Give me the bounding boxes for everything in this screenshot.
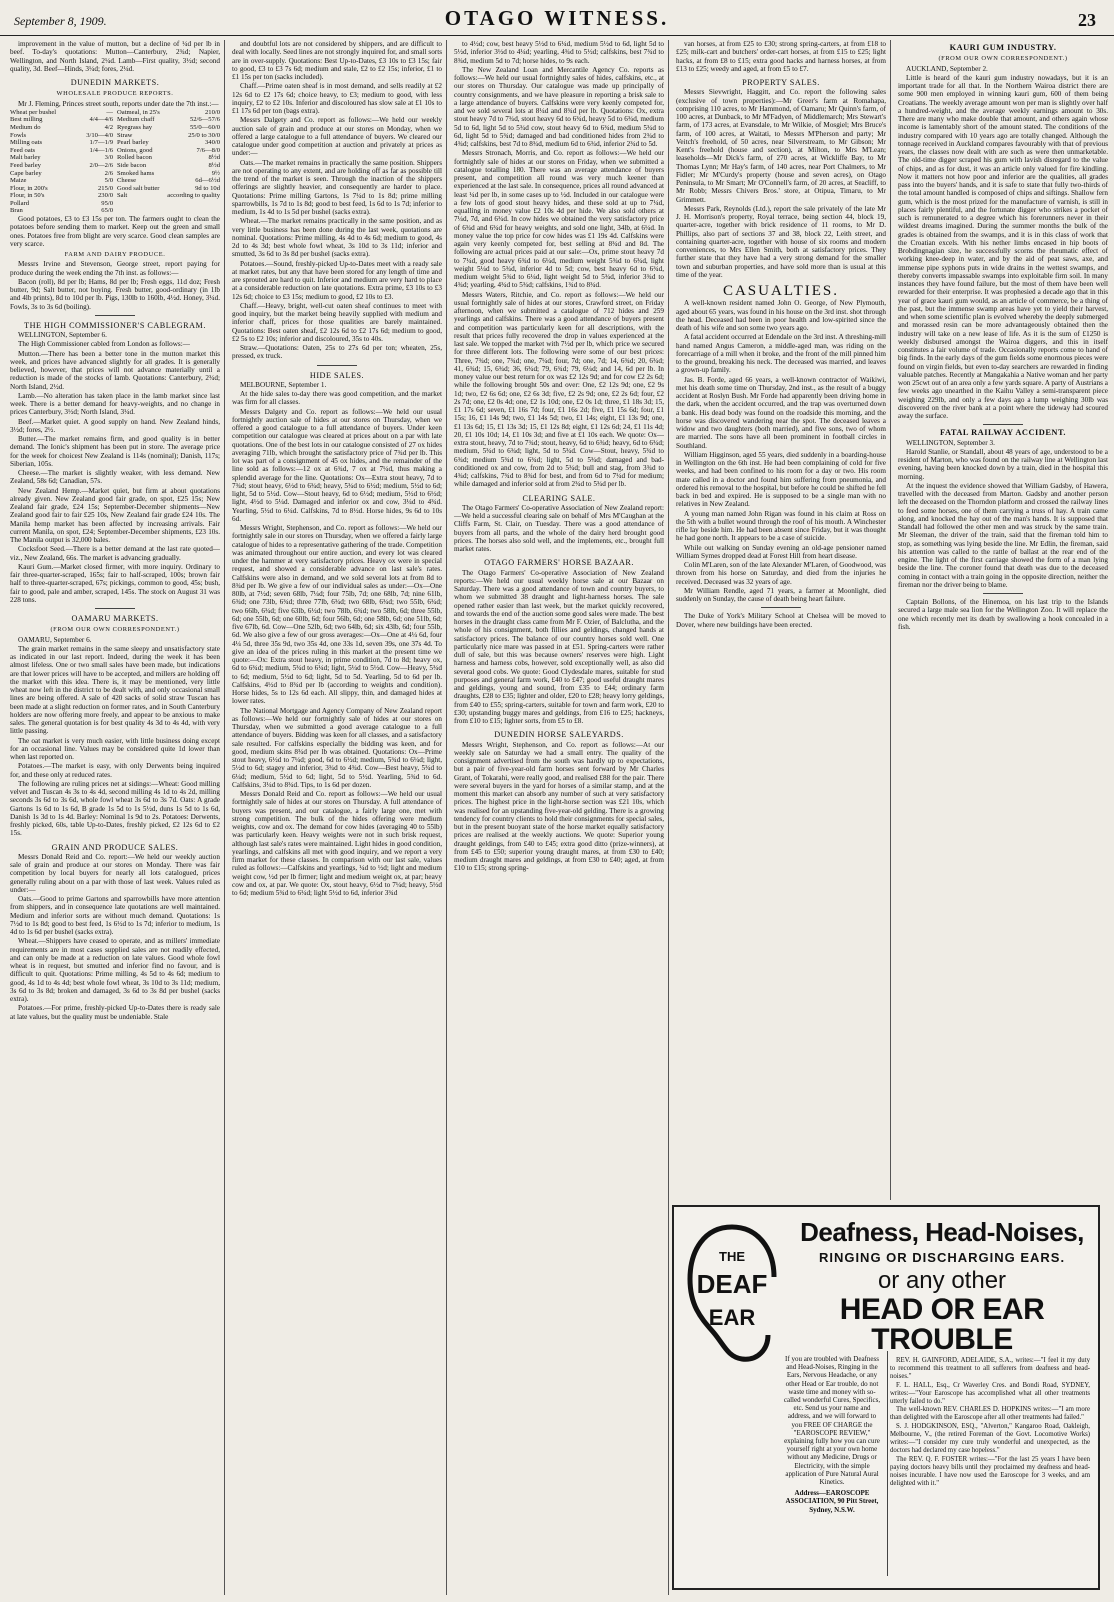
dunedin-markets-intro: Mr J. Fleming, Princes street south, reports under date the 7th inst.:— (18, 99, 219, 108)
price-value: 210/0 (204, 108, 220, 116)
price-row (117, 192, 220, 200)
price-item: Salt (117, 192, 128, 200)
high-commissioner-heading: THE HIGH COMMISSIONER'S CABLEGRAM. (24, 320, 206, 330)
ear-logo-icon (684, 1221, 780, 1365)
section-divider (983, 424, 1023, 425)
kauri-gum-subheading: (FROM OUR OWN CORRESPONDENT.) (938, 55, 1068, 63)
hide-reports-body (454, 40, 664, 489)
article-paragraph: New Zealand Hemp.—Market quiet, but firm at about quotations already given. New Zealand good fair grade, on spot, £25 15s; New Zealand fair grade, £24 15s; September-December shipments—New Zealand good fair to fair £25 10s, New Zealand fair grade £24 10s. The Manila hemp market has been affected by increasing arrivals. Fair current Manila, on spot, £24; September-December shipments, £23 10s. The Manila output is 32,000 bales. (10, 486, 220, 545)
deafness-advertisement (672, 1205, 1100, 1590)
casualties-heading: CASUALTIES. (722, 283, 840, 299)
price-item: Oatmeal, in 25's (117, 108, 160, 116)
price-value: — (106, 108, 113, 116)
article-paragraph: Kauri Gum.—Market closed firmer, with more inquiry. Ordinary to fair three-quarter-scraped, 165s; fair to half-scraped, 100s; brown fair half to three-quarter-scraped, 67s; pickings, common to good, 45s; bush, fair to good, pale and amber, scraped, 145s. The stock on August 31 was 228 tons. (10, 562, 220, 604)
article-paragraph: At the inquest the evidence showed that William Gadsby, of Hawera, travelled with the deceased from Marton. Gadsby and another person left the deceased on the Thorndon platform and crossed the railway lines to feed some horses, one of them carrying a truss of hay. A train came along, and knocked the hay out of the man's hands. It is supposed that Standall had followed the other men and was struck by the same train. Mr Sleeman, the driver of the train, said that the fireman told him to stop, as something was lying beside the line. Mr Edlin, the fireman, said his attention was called to the rattle of ballast at the rear end of the engine. The light of the first carriage showed the form of a man lying beside the line. The coroner found that death was due to the deceased coming in contact with a train going in the opposite direction, neither the fireman nor the driver being to blame. (898, 481, 1108, 589)
price-row (10, 132, 113, 140)
high-commissioner-body (10, 340, 220, 604)
masthead-title: OTAGO WITNESS. (444, 6, 670, 30)
price-row (10, 116, 113, 124)
property-sales-heading: PROPERTY SALES. (742, 78, 820, 87)
column-5 (898, 40, 1108, 1200)
price-row (10, 177, 113, 185)
price-item: Medium do (10, 123, 41, 131)
potatoes-note: Good potatoes, £3 to £3 15s per ton. The farmers ought to clean the potatoes before sending them to market. Keep out the green and small ones. Potatoes free from blight are very scarce. Good clean samples are very scarce. (10, 215, 220, 248)
testimonial: The REV. Q. F. FOSTER writes:—"For the last 25 years I have been paying doctors heavy bills until they proclaimed my deafness and head-noises incurable. I have now used the Earoscope for 3 weeks, and am delighted with it." (890, 1455, 1090, 1487)
price-row (10, 109, 113, 117)
price-row (117, 185, 220, 193)
price-value: 6d—6½d (195, 177, 220, 185)
testimonial: S. J. HODGKINSON, ESQ., "Alverton," Kangaroo Road, Oakleigh, Melbourne, V., (the retired Foreman of the Govt. Locomotive Works) writes:—"I consider my cure truly wonderful and unexpected, as the doctors had declared my case hopeless." (890, 1423, 1090, 1454)
price-value: 8½d (208, 154, 220, 162)
article-paragraph: The oat market is very much easier, with little business doing except for an occasional line. Values may be considered quite 1d lower than when last reported on. (10, 736, 220, 762)
testimonial: F. L. HALL, Esq., Cr Waverley Cres. and Bondi Road, SYDNEY, writes:—"Your Earoscope has accomplished what all other treatments utterly failed to do." (890, 1381, 1090, 1405)
article-paragraph: A young man named John Rigan was found in his claim at Ross on the 5th with a bullet wound through the roof of his mouth. A Winchester rifle lay beside him. He had been absent since Friday, but it was thought he had gone north. It appears to be a case of suicide. (676, 509, 886, 543)
price-table-right (117, 109, 220, 215)
dunedin-markets-heading: DUNEDIN MARKETS. (70, 78, 160, 87)
article-paragraph: van horses, at from £25 to £30; strong spring-carters, at from £18 to £25; milk-cart and butchers' order-cart horses, at from £15 to £25; light hacks, at from £8 to £15; extra good hacks and harness horses, at from £13 to £25; weedy and aged, at from £5 to £7. (676, 40, 886, 73)
article-paragraph: Wheat.—The market remains practically in the same position, and as very little business has been done during the last week, quotations are nominal. Quotations: Prime milling, 4s 4d to 4s 6d; medium to good, 4s 2d to 4s 3d; best whole fowl wheat, 3s 10d to 3s 11d; inferior and smutted, 3s 6d to 3s 8d per bushel (sacks extra). (232, 217, 442, 259)
price-row (117, 109, 220, 117)
masthead-date: September 8, 1909. (14, 14, 107, 28)
price-row (117, 154, 220, 162)
oamaru-markets-heading: OAMARU MARKETS. (71, 614, 159, 624)
advert-line-1: Deafness, Head-Noises, (800, 1217, 1084, 1247)
price-item: Bran (10, 207, 23, 215)
logo-word: EAR (708, 1305, 756, 1330)
price-value: 65/0 (101, 207, 113, 215)
price-row (117, 162, 220, 170)
article-paragraph: Chaff.—Heavy, bright, well-cut oaten sheaf continues to meet with good inquiry, but the market being heavily supplied with medium and inferior chaff, prices for those qualities are barely maintained. Quotations: Best oaten sheaf, £2 12s 6d to £2 17s 6d; medium to good, £2 5s to £2 10s; inferior and discoloured, 35s to 40s. (232, 301, 442, 343)
article-paragraph: Messrs Sievwright, Haggitt, and Co. report the following sales (exclusive of town properties):—Mr Greer's farm at Romahapa, comprising 110 acres, to Mr Hammond, of Oamaru; Mr Quinn's farm, of 100 acres, at Dunback, to Mr M'Fadyen, of Middlemarch; Mrs Stewart's farm, of 173 acres, at Evansdale, to Mr Wilkie, of Mosgiel; Mrs Bruce's farm, of 100 acres, at Waitati, to Messrs M'Pherson and party; Mr Veitch's freehold, of 50 acres, near Silverstream, to Mr Gibson; Mr Kent's freehold (house and section), at Milton, to Mrs M'Lean; leaseholds—Mr Dick's farm, of 270 acres, at Wickliffe Bay, to Mr Thomas Lynn; Mr Hay's farm, of 140 acres, near Port Chalmers, to Mr Fidler; Mr M'Curdy's property (house and seven acres), on Otago Peninsula, to Mr Smart; Mr O'Connell's farm, of 20 acres, at Seacliff, to Mr Robb; Messrs Chivers Bros.' store, at Otipua, Timaru, to Mr Grimmett. (676, 88, 886, 204)
kauri-gum-body (898, 74, 1108, 421)
price-item: Pollard (10, 199, 30, 207)
price-item: Smoked hams (117, 169, 155, 177)
column-rule (446, 40, 447, 1595)
article-paragraph: Straw.—Quotations: Oaten, 25s to 27s 6d per ton; wheaten, 25s, pressed, ex truck. (232, 344, 442, 361)
logo-word: DEAF (696, 1269, 768, 1299)
price-value: 9½ (211, 169, 220, 177)
advert-line-4: HEAD OR EAR TROUBLE (839, 1293, 1045, 1356)
price-table (10, 109, 220, 215)
price-row (117, 177, 220, 185)
article-paragraph: Oats.—The market remains in practically the same position. Shippers are not operating to any extent, and are holding off as far as possible till the trend of the market is seen. Through the inaction of the shippers offerings are slightly heavier, and consequently are harder to place. Quotations: Prime milling Gartons, 1s 7¼d to 1s 8d; prime milling sparrowbills, 1s 7d to 1s 8d; good to best feed, 1s 6d to 1s 7d; inferior to medium, 1s 4d to 1s 5d per bushel (sacks extra). (232, 158, 442, 216)
article-paragraph: Messrs Dalgety and Co. report as follows:—We held our usual fortnightly auction sale of hides at our stores on Thursday, when we offered a good catalogue to a full attendance of buyers. Under keen competition our catalogue was cleared at prices about on a par with late quotations. One of the best lots in our catalogue consisted of 27 ox hides averaging 71lb, which brought the satisfactory price of 7¾d per lb. This lot was part of a consignment of 45 ox hides, and the remainder of the line sold as follows:—12 ox at 6¾d, 7 ox at 7¼d, thus making a splendid average for the line. Quotations: Ox—Extra stout heavy, 7d to 7¾d; stout heavy, 6½d to 6¾d; heavy, 5¾d to 6½d; medium, 5½d to 6d; light, 5d to 5½d. Cow—Stout heavy, 6d to 6½d; medium, 5½d to 6½d; light, 4½d to 5¼d. Damaged and inferior ox and cow, 3¼d to 4¾d. Yearling, 5½d to 6¼d. Calfskins, 7d to 8½d. Horse hides, 9s 6d to 10s 6d. (232, 407, 442, 523)
article-paragraph: The New Zealand Loan and Mercantile Agency Co. reports as follows:—We held our usual fortnightly sales of hides, calfskins, etc., at our stores on Thursday. Our catalogue was made up principally of country consignments, and we have pleasure in reporting a brisk sale to a large attendance of buyers. Calfskins were very keenly competed for, and we sold several lots at 8¼d and 8¾d per lb. Quotations: Ox, extra stout heavy 7d to 7¾d, stout heavy 6d to 6¾d, heavy 5d to 6¾d, medium 5d to 6d, light 5d to 5¾d cow, stout heavy 6d to 6¾d, medium 5¾d to 6d, light 5d to 5¾d; damaged and bad conditioned hides from 2¾d to 4¾d; calfskins, best 7d to 8¾d, medium 6d to 6¾d, inferior 2¾d to 5d. (454, 65, 664, 148)
price-item: Flour, in 50's (10, 192, 45, 200)
advert-address: Address—EAROSCOPE ASSOCIATION, 90 Pitt Street, Sydney, N.S.W. (785, 1489, 879, 1514)
price-item: Maize (10, 177, 27, 185)
article-paragraph: Potatoes.—For prime, freshly-picked Up-to-Dates there is ready sale at late values, but the quality must be undeniable. Stale (10, 1004, 220, 1021)
advert-line-3: or any other (877, 1267, 1007, 1294)
price-row (117, 139, 220, 147)
grain-produce-body (10, 853, 220, 1021)
advert-offer (782, 1355, 882, 1514)
price-item: Side bacon (117, 161, 147, 169)
military-school-note: The Duke of York's Military School at Chelsea will be moved to Dover, where new buildings have been erected. (676, 612, 886, 629)
price-value: 55/0—60/0 (189, 123, 220, 131)
horse-saleyards-body: Messrs Wright, Stephenson, and Co. report as follows:—At our weekly sale on Saturday we had a small entry. The quality of the consignment advertised from the south was hardly up to expectations, but a pair of five-year-old farm horses sent forward by Mr Charles Grant, of Tokarahi, were really good, and realised £88 for the pair. There were several buyers in the yard for horses of a similar stamp, and at the moment this market can absorb any number of such at very satisfactory prices. The highest price in the light-horse section was £21 10s, which was realised for an upstanding five-year-old gelding. There is a growing tendency for country clients to hold their consignments for special sales, but in the present buoyant state of the horse market equally satisfactory prices are realised at the weekly auctions. We quote: Superior young draught geldings, from £40 to £45; extra good ditto (prize-winners), at from £45 to £50; superior young draught mares, at from £30 to £40; medium draught mares and geldings, at from £30 to £40; aged, at from £10 to £15; strong spring- (454, 740, 664, 873)
article-paragraph: Mr William Rendle, aged 71 years, a farmer at Moonlight, died suddenly on Sunday, the cause of death being heart failure. (676, 586, 886, 603)
price-row (10, 162, 113, 170)
article-paragraph: Messrs Wright, Stephenson, and Co. report as follows:—We held our fortnightly sale in our stores on Thursday, when we offered a fairly large catalogue of hides to a representative gathering of the trade. Competition was animated throughout our entire auction, and every lot was cleared under the hammer at very satisfactory prices. Heavy ox were in special request, and showed a considerable advance on last sale's rates. Calfskins were also in demand, and we sold several lots at from 8d to 8¾d per lb. We give a few of our individual sales as under:—Ox—One 80lb, at 7½d; seven 68lb, 7¼d; four 75lb, 7d; one 68lb, 7d; nine 61lb, 6¾d; one 73lb, 6¾d; three 77lb, 6¾d; two 68lb, 6¾d; two 55lb, 6¾d; two 66lb, 6¾d; five 63lb, 6½d; two 78lb, 6¾d; two 58lb, 6d; three 55lb, 6d; one 55lb, 6d; one 60lb, 6d; four 56lb, 6d; one 58lb, 6d; one 51lb, 6d; five 67lb, 6d. Cow—One 52lb, 6d; two 64lb, 6d; six 43lb, 6d; four 55lb, 6d. We also give a few of our gross averages:—Ox—One at 4¼ 6d, four 4¼ 5d, three 35s 9d, two 35s 4d, one 33s 1d, seven 39s, one 37s 4d. To give an idea of the prices ruling in this market at the present time we quote:—Ox: Extra stout heavy, in prime condition, 7d to 8d; heavy ox, 6d to 6¾d; medium, 5¾d to 6¼d; light, 5¼d to 5½d. Cow—Heavy, 5¾d to 6d; medium, 5½d to 6d; light, 5d to 5d. Yearling, 5d to 6d per lb. Calfskins, 4½d to 8¾d per lb (according to weights and condition). Horse hides, 5s to 12s 6d each. All slippy, thin, and damaged hides at lower rates. (232, 524, 442, 706)
price-item: Ryegrass hay (117, 123, 153, 131)
price-item: Cape barley (10, 169, 42, 177)
advert-line-2: RINGING OR DISCHARGING EARS. (818, 1250, 1066, 1265)
kauri-gum-dateline: AUCKLAND, September 2. (906, 64, 988, 73)
article-paragraph: The following are ruling prices net at sidings:—Wheat: Good milling velvet and Tuscan 4s 3s to 4s 4d, second milling 4s 1d to 4s 2d, milling seconds 3s 6d to 3s 6d, whole fowl wheat 3s 6d to 3s 7d. Oats: A grade Gartons 1s 6d to 1s 6d, B grade 1s 5d to 1s 5½d, duns 1s 5d to 1s 6d, Danish 1s 3d to 1s 4d. Barley: Nominal 1s 9d to 2s. Potatoes: Derwents, freshly picked, 60s, table Up-to-Dates, freshly picked, £2 12s 6d to £2 15s. (10, 779, 220, 838)
price-value: 8½d (208, 161, 220, 169)
dunedin-markets-subheading: WHOLESALE PRODUCE REPORTS. (56, 90, 174, 98)
column-4 (676, 40, 886, 1200)
price-value: 95/0 (101, 199, 113, 207)
article-paragraph: Oats.—Good to prime Gartons and sparrowbills have more attention from shippers, and in consequence late quotations are well maintained. Medium and inferior sorts are without much demand. Quotations: 1s 7½d to 1s 8d; good to best feed, 1s 6½d to 1s 7d; inferior to medium, 1s 4d to 1s 6d per bushel (sacks extra). (10, 895, 220, 937)
article-paragraph: Colin M'Laren, son of the late Alexander M'Laren, of Goodwood, was thrown from his horse on Saturday, and died from the injuries he received. Deceased was 32 years of age. (676, 561, 886, 586)
advert-headline (792, 1217, 1092, 1355)
column-2 (232, 40, 442, 1595)
article-paragraph: Cocksfoot Seed.—There is a better demand at the last rate quoted—viz., New Zealand, 66s. The market is advancing gradually. (10, 545, 220, 562)
column-3 (454, 40, 664, 1595)
price-value: 4/4—4/6 (89, 116, 113, 124)
farm-dairy-intro: Messrs Irvine and Stevenson, George street, report paying for produce during the week ending the 7th inst. as follows:— (10, 260, 220, 277)
horse-bazaar-body: The Otago Farmers' Co-operative Association of New Zealand reports:—We held our usual weekly horse sale at our Bazaar on Saturday. There was a good attendance of town and country buyers, to whom we submitted 38 draught and light-harness horses. The sale opened rather easier than last week, but the market quickly recovered, and towards the end of the auction some good sales were made. The best horses in the draught class came from Mr F. Ozier, of Balclutha, and the whole of his consignment, both fillies and geldings, changed hands at satisfactory prices. The balance of our country horses sold well. One particularly nice mare was passed in at £51. Spring-carters were rather dull of sale, but this was because owners' reserves were high. Light harness and harness cobs, however, sold exceptionally well, as also did several good cobs. We quote: Good Clydesdale mares, suitable for stud purposes and general farm work, £40 to £47; good useful draught mares and geldings, young and sound, from £35 to £44; ordinary farm draughts, £28 to £35; lighter and older, £20 to £28; heavy lorry geldings, from £40 to £55; spring-carters, suitable for town and farm work, £20 to £30; upstanding buggy mares and geldings, from £16 to £25; hackneys, from £10 to £15; lighter sorts, from £5 to £8. (454, 568, 664, 725)
price-item: Feed barley (10, 161, 41, 169)
hide-sales-heading: HIDE SALES. (309, 370, 365, 380)
mutton-intro: improvement in the value of mutton, but a decline of ¼d per lb in beef. To-day's quotations: Mutton—Canterbury, 2¾d; Napier, Wellington, and North Island, 2¼d. Lamb—First quality, 3½d; second quality, 3d. Beef—Hinds, 3¼d; fores, 2¼d. (10, 40, 220, 73)
price-row (10, 207, 113, 215)
testimonial: REV. H. GAINFORD, ADELAIDE, S.A., writes:—"I feel it my duty to recommend this treatment to all sufferers from deafness and head-noises." (890, 1357, 1090, 1380)
article-paragraph: The National Mortgage and Agency Company of New Zealand report as follows:—We held our fortnightly sale of hides at our stores on Thursday, when we submitted a good average catalogue to a full attendance of buyers. Bidding was keen for all classes, and a satisfactory sale resulted. For calfskins especially the bidding was keen, and for good, medium skins 8¾d per lb was obtained. Quotations: Ox—Prime stout heavy, 6½d to 7¼d; good, 6d to 6½d; medium, 5¾d to 6¼d; light, 5½d to 6d; stagey and inferior, 3¾d to 4¾d. Cow—Best heavy, 5¾d to 6¼d; medium, 5½d to 6d; light, 5d to 5½d. Yearling, 5¾d to 6d. Calfskins, 3¼d to 8¾d. Tips, to 1s 6d per dozen. (232, 706, 442, 789)
price-value: 1/4—1/6 (89, 146, 113, 154)
price-value: 7/6—8/0 (196, 146, 220, 154)
price-value: 5/0 (104, 177, 113, 185)
article-paragraph: Messrs Donald Reid and Co. report:—We held our weekly auction sale of grain and produce at our stores on Monday. There was fair competition by local buyers for nearly all lots catalogued, prices generally ruling about on a par with those of last week. Values ruled as under:— (10, 852, 220, 894)
price-value: 4/2 (104, 123, 113, 131)
article-paragraph: Messrs Park, Reynolds (Ltd.), report the sale privately of the late Mr J. H. Morrison's property, Royal terrace, being section 44, block 19, quarter-acre, together with brick residence of 11 rooms, to Mr D. Phillips, also part of sections 37 and 38, block 22, Leith street, and containing quarter-acre, together with house of six rooms and modern conveniences, to Mrs Ellen Smith, both at satisfactory prices. They further state that they have had a very strong demand for the smaller town and suburban properties, and have sold more than is usual at this time of the year. (676, 204, 886, 279)
price-item: Milling oats (10, 139, 43, 147)
logo-word: THE (719, 1249, 745, 1264)
column-rule (668, 40, 669, 1595)
kauri-gum-heading: KAURI GUM INDUSTRY. (949, 43, 1057, 52)
article-paragraph: Messrs Dalgety and Co. report as follows:—We held our weekly auction sale of grain and produce at our stores on Monday, when we offered a large catalogue to a full attendance of buyers. We cleared our catalogue under good competition at auction and privately at prices as under:— (232, 116, 442, 158)
article-paragraph: Potatoes.—Sound, freshly-picked Up-to-Dates meet with a ready sale at market rates, but any that have been stored for any length of time and are sprouted are hard to quit. Inferior and medium are very hard to place at a considerable reduction on late quotations. Extra prime, £3 10s to £3 12s 6d; choice to £3 15s; medium to good, £2 10s to £3. (232, 259, 442, 301)
price-row (117, 116, 220, 124)
article-paragraph: A well-known resident named John O. George, of New Plymouth, aged about 65 years, was found in his house on the 3rd inst. shot through the head. Deceased had been in poor health and low-spirited since the death of his wife and son some two years ago. (676, 299, 886, 332)
price-value: 340/0 (204, 139, 220, 147)
sea-lion-note: Captain Bollons, of the Hinemoa, on his last trip to the Islands secured a large male sea lion for the Wellington Zoo. It will replace the one which recently met its death by swallowing a hook concealed in a fish. (898, 598, 1108, 631)
section-divider (317, 365, 357, 366)
price-item: Flour, in 200's (10, 184, 48, 192)
article-paragraph: While out walking on Sunday evening an old-age pensioner named William Symes dropped dead at Forest Hill from heart disease. (676, 543, 886, 560)
farm-dairy-heading: FARM AND DAIRY PRODUCE. (64, 251, 166, 259)
article-paragraph: Mutton.—There has been a better tone in the mutton market this week, and prices have advanced slightly for all grades. It is generally believed, however, that prices will not advance materially until a reduction is made of the stocks of lamb. Quotations: Canterbury, 2¾d; North Island, 2½d. (10, 349, 220, 391)
section-divider (983, 593, 1023, 594)
hide-sales-dateline: MELBOURNE, September 1. (240, 380, 327, 389)
price-value: 9d to 10d (195, 184, 220, 192)
article-paragraph: Messrs Stronach, Morris, and Co. report as follows:—We held our fortnightly sale of hides at our stores on Friday, when we submitted a catalogue totalling 180. There was an average attendance of buyers present, and competition all round was very much keener than experienced at the last sale. In consequence, prices all round advanced at least ¼d per lb, in some cases up to ½d. Included in our catalogue were a few lots of good stout heavy hides, and these sold at up to 7¼d, equalling in money value £2 10s 4d per hide. We also sold others at 7¼d, 7d, and 6¾d. In cow hides we obtained the very satisfactory price of 6¾d and 6¾d for heavy weights, and sold one light, 34lb, at 6¼d. In money value the top price for cow hides was £1 19s 4d. Calfskins were again very keenly competed for, best selling at 8¾d and 8d. The following are actual prices paid at our sale:—Ox, prime stout heavy 7d to 7¼d, good heavy 6¾d to 6¼d, medium weight 5¾d to 6¾d, light weight 5¼d to 5¾d, inferior 4d to 5d; cow, best heavy 6d to 6¾d, medium weight 5¾d to 6¼d, light weight 5d to 5¾d, inferior 3¾d to 4¾d; yearling, 4¾d to 5¾d; calfskins, 1¾d to 8¾d. (454, 149, 664, 290)
price-item: Straw (117, 131, 133, 139)
article-paragraph: Beef.—Market quiet. A good supply on hand. New Zealand hinds, 3½d; fores, 2½. (10, 417, 220, 434)
testimonial: The well-known REV. CHARLES D. HOPKINS writes:—"I am more than delighted with the Earoscope after all other treatments had failed." (890, 1406, 1090, 1422)
article-paragraph: At the hide sales to-day there was good competition, and the market was firm for all classes. (232, 390, 442, 407)
article-paragraph: Harold Stanlie, or Standall, about 48 years of age, understood to be a resident of Marton, who was found on the railway line at Wellington last evening, having been knocked down by a train, died in the hospital this morning. (898, 447, 1108, 481)
price-item: Wheat per bushel (10, 108, 57, 116)
price-value: 25/0 to 30/0 (188, 131, 220, 139)
article-paragraph: to 4½d; cow, best heavy 5½d to 6¼d, medium 5½d to 6d, light 5d to 5½d, inferior 3½d to 4¼d; yearling, 4¾d to 5½d; calfskins, best 7¾d to 8¾d, medium 5d to 7d; horse hides, to 9s each. (454, 40, 664, 65)
railway-accident-heading: FATAL RAILWAY ACCIDENT. (939, 428, 1067, 438)
article-paragraph: and doubtful lots are not considered by shippers, and are difficult to deal with locally. Seed lines are not strongly inquired for, and small sorts are in over-supply. Quotations: Best Up-to-Dates, £3 10s to £3 15s; fair to good, £3 to £3 7s 6d; medium and stale, £2 to £2 15s; inferior, £1 to £1 15s per ton (sacks included). (232, 40, 442, 81)
price-value: 1/7—1/9 (89, 139, 113, 147)
oamaru-markets-body (10, 645, 220, 838)
price-value: 230/0 (97, 192, 113, 200)
page-number: 23 (1078, 10, 1096, 30)
horse-prices-continued (676, 40, 886, 73)
price-row (117, 124, 220, 132)
article-paragraph: Wheat.—Shippers have ceased to operate, and as millers' immediate requirements are in most cases supplied sales are not readily effected, and can only be made at a reduction on late values. Good whole fowl wheat is in request, but smutted and inferior find no favour, and is difficult to quit. Quotations: Prime milling, 4s 5d to 4s 6d; medium to good, 4s 1d to 4s 4d; best whole fowl wheat, 3s 10d to 3s 11d; medium, 3s 6d to 3s 8d; broken and damaged, 3s 6d to 3s 8d per bushel (sacks extra). (10, 937, 220, 1004)
price-row (10, 154, 113, 162)
price-row (10, 170, 113, 178)
article-paragraph: Butter.—The market remains firm, and good quality is in better demand. The Ionic's shipment has been put in store. The average price for the week for choicest New Zealand is 114s (nominal); Danish, 117s; Siberian, 105s. (10, 435, 220, 468)
advert-testimonials (890, 1357, 1090, 1489)
price-value: 3/10—4/0 (86, 131, 113, 139)
price-row (117, 170, 220, 178)
price-row (10, 139, 113, 147)
oamaru-dateline: OAMARU, September 6. (18, 635, 92, 644)
price-item: Fowls (10, 131, 27, 139)
price-item: Medium chaff (117, 116, 155, 124)
article-paragraph: The grain market remains in the same sleepy and unsatisfactory state as indicated in our last report. Indeed, during the week it has been almost lifeless. One or two small sales have been made, but indications are that lower prices will have to be accepted, and millers are holding off the market with this idea. There is, it may be mentioned, very little wheat now left in the district to be dealt with, and only occasional small lines are being offered. A sale of 420 sacks of solid straw Tuscan has been made at a slight reduction on former rates, and in South Canterbury holders are now offering more freely, and appear to be anxious to make sales. The general quotation is for best quality 4s 3d to 4s 4d, with very little passing. (10, 644, 220, 736)
article-paragraph: A fatal accident occurred at Edendale on the 3rd inst. A threshing-mill hand named Angus Cameron, a middle-aged man, was riding on the forecarriage of a mill when it broke, and the front of the mill pinned him to the ground, breaking his neck. The deceased was married, and leaves a grown-up family. (676, 333, 886, 375)
price-row (10, 192, 113, 200)
price-value: 52/6—57/6 (189, 116, 220, 124)
horse-bazaar-heading: OTAGO FARMERS' HORSE BAZAAR. (484, 558, 634, 568)
price-row (10, 147, 113, 155)
article-paragraph: Chaff.—Prime oaten sheaf is in most demand, and sells readily at £2 12s 6d to £2 17s 6d; choice heavy, to £3; medium to good, with less inquiry, £2 to £2 10s. Inferior and discoloured has slow sale at £1 10s to £1 17s 6d per ton (bags extra). (232, 82, 442, 115)
section-divider (761, 607, 801, 608)
price-item: Feed oats (10, 146, 36, 154)
column-1 (10, 40, 220, 1595)
article-paragraph: Messrs Waters, Ritchie, and Co. report as follows:—We held our usual fortnightly sale of hides at our stores, Crawford street, on Friday afternoon, when we submitted a catalogue of 712 hides and 259 yearlings and calfskins. There was a good attendance of buyers present and competition was particularly keen for all descriptions, with the result that prices fully recovered the drop in values experienced at the last sale. We topped the market with 7½d per lb, which price we secured for three different lots. The following were some of our best prices: Three, 7¾d; one, 7¾d; one, 7¼d; four, 7d; one, 7d; 14, 6¾d; 20, 6¾d; 41, 6¾d; 15, 6¾d; 36, 6¾d; 79, 6¾d; 79, 6¼d; and 14, 6d per lb. In money value our best return for ox was £2 12s 9d; and for cow £2 2s 6d; while the following brought 50s and over: One, £2 12s 9d; one, £2 9s 1d; two, £2 6s 6d; one, £2 6s 3d; five, £2 2s 9d; one, £2 2s 6d; four, £2 2s 7d; one, £2 0s 4d; one, £2 1s 10d; one, £2 0s 1d; three, £1 18s 3d; 15, £1 17s 6d; seven, £1 16s 7d; four, £1 16s 2d; five, £1 15s 6d; four, £1 15s; 16, £1 14s 9d; two, £1 14s 5d; two, £1 14s; eight, £1 13s 9d; one, £1 13s 6d; 15, £1 13s 3d; 15, £1 12s 8d; eight, £1 12s 6d; 24, £1 11s 4d; 20, £1 10s 10d; 14, £1 10s 3d; and five at £1 10s each. We quote: Ox—extra stout, heavy, 7d to 7¾d; stout, heavy, 6d to 6¾d; heavy, 6d to 6¾d; medium, 5¾d to 6¾d; light, 5d to 5¾d. Cow—Stout, heavy, 5¾d to 6¾d; medium 5¾d to 6¾d; light, 5d to 5¾d; damaged and bad-conditioned ox and cow, from 2d to 5¾d; bull and stag, from 3¾d to 4¾d; calfskins, 7¾d to 8¾d for best, and from 6d to 7¼d for medium; while damaged and inferior sold at from 2¾d to 5¾d per lb. (454, 290, 664, 489)
price-value: 215/0 (97, 184, 113, 192)
article-paragraph: Cheese.—The market is slightly weaker, with less demand. New Zealand, 58s 6d; Canadian, 57s. (10, 469, 220, 486)
price-row (117, 147, 220, 155)
high-commissioner-dateline: WELLINGTON, September 6. (18, 331, 107, 340)
casualties-body (676, 299, 886, 603)
column-rule (890, 40, 891, 1200)
price-item: Best milling (10, 116, 43, 124)
article-paragraph: Little is heard of the kauri gum industry nowadays, but it is an important trade for all that. In the Northern Wairoa district there are some 900 men employed in winning kauri gum, 600 of them being Croatians. The weekly average amount won per man is slightly over half a hundred-weight, and the average weekly earnings amount to 30s. There are many who make double that amount, and others again whose income is lamentably short of the amount stated. The conditions of the industry compared with 10 years ago are totally changed. Although the tonnage received in Auckland compares favourably with that of previous years, the classes now dealt with are such as were then unmarketable. The old-time digger scraped his gum with lavish disregard to the value of chips, and as for dust, it was an article only valued for fire kindling. Now it matters not how poor and inferior are the qualities, all grades pass into the buyers' hands, and it is safe to state that fully two-thirds of the total amount handled is composed of chips and siftings. Shallow fern gum, which is the most prized for the manufacture of varnish, is still in places fairly plentiful, and the fortunate digger who strikes a pocket of such is remunerated to a degree which his forerunners never in their wildest dreams imagined. During the summer months the bulk of the grades is obtained from the swamps, and it is in this class of work that the Croatian excels. With his nether limbs encased in hip boots of Brobdingnagian size, he successfully scorns the rheumatic effect of working knee-deep in water, and by the aid of peat saws, axe, and immense pipe syphons puts in wide drains in the wettest swamps, and thereby converts impassable swamps into exploitable firm soil. In many instances they have found failure, but the most of them have been well rewarded for their enterprise. It was prophesied a decade ago that in this year of grace kauri gum would, as an article of commerce, be a thing of the past, but the immense swamp areas have yet to yield their harvest, and when some scientific plan is evolved whereby the deeply submerged and morassed resin can be more advantageously obtained then the industry will take on a new lease of life. As it is the sum of £1250 is weekly disbursed amongst the Wairoa diggers, and this in itself constitutes a fair volume of trade. Occasionally reports come to hand of big finds. In the early days of the gum fields some enormous pieces were found on virgin fields, but even to-day searchers are rewarded in finding valuable patches. Recently at Mangakahia a Native woman and her party won 25cwt out of an area only a few yards square. A party of Austrians a few weeks ago unearthed in the Kaihu Valley a semi-transparent piece weighing 229lb, and only a few days ago a lump weighing 30lb was discovered on the river bank at a point where the tideway had scoured away the surface. (898, 73, 1108, 420)
column-rule (224, 40, 225, 1595)
price-item: Malt barley (10, 154, 41, 162)
price-row (10, 200, 113, 208)
horse-saleyards-heading: DUNEDIN HORSE SALEYARDS. (494, 730, 624, 740)
price-item: Good salt butter (117, 184, 160, 192)
price-row (117, 132, 220, 140)
clearing-sale-heading: CLEARING SALE. (522, 493, 596, 503)
price-row (10, 185, 113, 193)
price-value: 2/0—2/6 (89, 161, 113, 169)
advert-offer-text: If you are troubled with Deafness and Head-Noises, Ringing in the Ears, Nervous Headache, or any other Head or Ear trouble, do not waste time and money with so-called wonderful Cures, Specifics, etc. Send us your name and address, and we will forward to you FREE OF CHARGE the "EAROSCOPE REVIEW," explaining fully how you can cure yourself right at your own home without any Medicine, Drugs or Electricity, with the simple application of Pure Natural Aural Kinetics. (783, 1355, 881, 1487)
price-item: Cheese (117, 177, 137, 185)
masthead (0, 0, 1114, 36)
price-value: 2/6 (104, 169, 113, 177)
article-paragraph: The High Commissioner cabled from London as follows:— (18, 340, 190, 349)
oamaru-markets-subheading: (FROM OUR OWN CORRESPONDENT.) (50, 626, 180, 634)
section-divider (95, 315, 135, 316)
price-item: Pearl barley (117, 139, 149, 147)
article-paragraph: Messrs Donald Reid and Co. report as follows:—We held our usual fortnightly sale of hides at our stores on Thursday. A full attendance of buyers was present, and our catalogue, a fairly large one, met with strong competition. The bulk of the hides offering were medium weights, cow and ox. The demand for cow hides (averaging 40 to 55lb) was particularly keen. Heavy weights were not in such brisk request, although last sale's rates were maintained. Light hides in good condition, yearlings, and calfskins all met with good inquiry, and we report a very firm market for these classes. In comparison with our last sale, values ruled as follows:—Calfskins and yearlings, ¼d to ½d; light and medium weight cow, ½d per lb firmer; light and medium weight ox, at par; heavy cow and ox, at par. We quote: Ox, stout heavy, 6½d to 7¼d; heavy, 5½d to 6d; medium 5¾d to 6¼d; light 5½d to 6d, inferior 3¾d (232, 790, 442, 897)
property-sales-body (676, 88, 886, 279)
article-paragraph: William Higginson, aged 55 years, died suddenly in a boarding-house in Wellington on the 6th inst. He had been complaining of cold for five weeks, and had been confined to his room for a day or two. His room mate called in a doctor and found him suffering from pneumonia, and ordered his removal to the hospital, but before he could be shifted he fell back in bed and expired. He is supposed to be a single man with no relatives in New Zealand. (676, 450, 886, 509)
produce-reports-body (232, 40, 442, 361)
farm-dairy-prices: Bacon (roll), 8d per lb; Hams, 8d per lb; Fresh eggs, 11d doz; Fresh butter, 9d; Salt butter, not buying. Fresh butter, good-ordinary (in 1lb and 4lb prints), 8d to 10d per lb. Pigs, 130lb to 160lb, 4½d. Honey, 3¼d. Fowls, 3s to 3s 6d (boiling). (10, 277, 220, 311)
price-value: according to quality (167, 192, 220, 200)
article-paragraph: Jas. B. Forde, aged 66 years, a well-known contractor of Waikiwi, met his death some time on Thursday, 2nd inst., as the result of a buggy accident at Roslyn Bush. Mr Forde had apparently been driving home in the dark, when the accident occurred, and the trap was overturned down a bank. His dead body was found on the roadside this morning, and the horse was discovered wandering near the spot. The deceased leaves a widow and two daughters (both married), and five sons, two of whom are married. The sons have all been prominent in football circles in Southland. (676, 375, 886, 450)
railway-accident-body (898, 448, 1108, 589)
price-row (10, 124, 113, 132)
grain-produce-heading: GRAIN AND PRODUCE SALES. (51, 842, 179, 852)
price-item: Rolled bacon (117, 154, 152, 162)
article-paragraph: Lamb.—No alteration has taken place in the lamb market since last week. There is a better demand for heavy-weights, and no change in prices Canterbury, 3½d; North Island, 3¼d. (10, 391, 220, 417)
price-item: Onions, good (117, 146, 153, 154)
hide-sales-body (232, 390, 442, 897)
railway-accident-dateline: WELLINGTON, September 3. (906, 438, 995, 447)
price-value: 3/0 (104, 154, 113, 162)
article-paragraph: Potatoes.—The market is easy, with only Derwents being inquired for, and these only at reduced rates. (10, 762, 220, 779)
clearing-sale-body: The Otago Farmers' Co-operative Association of New Zealand report:—We held a successful clearing sale on behalf of Mrs M'Caughan at the Cliffs Farm, St. Clair, on Tuesday. There was a good attendance of buyers from all parts, and the whole of the dairy herd brought good prices. The horses also sold well, and the implements, etc., brought full market rates. (454, 503, 664, 553)
section-divider (95, 608, 135, 609)
price-table-left (10, 109, 113, 215)
